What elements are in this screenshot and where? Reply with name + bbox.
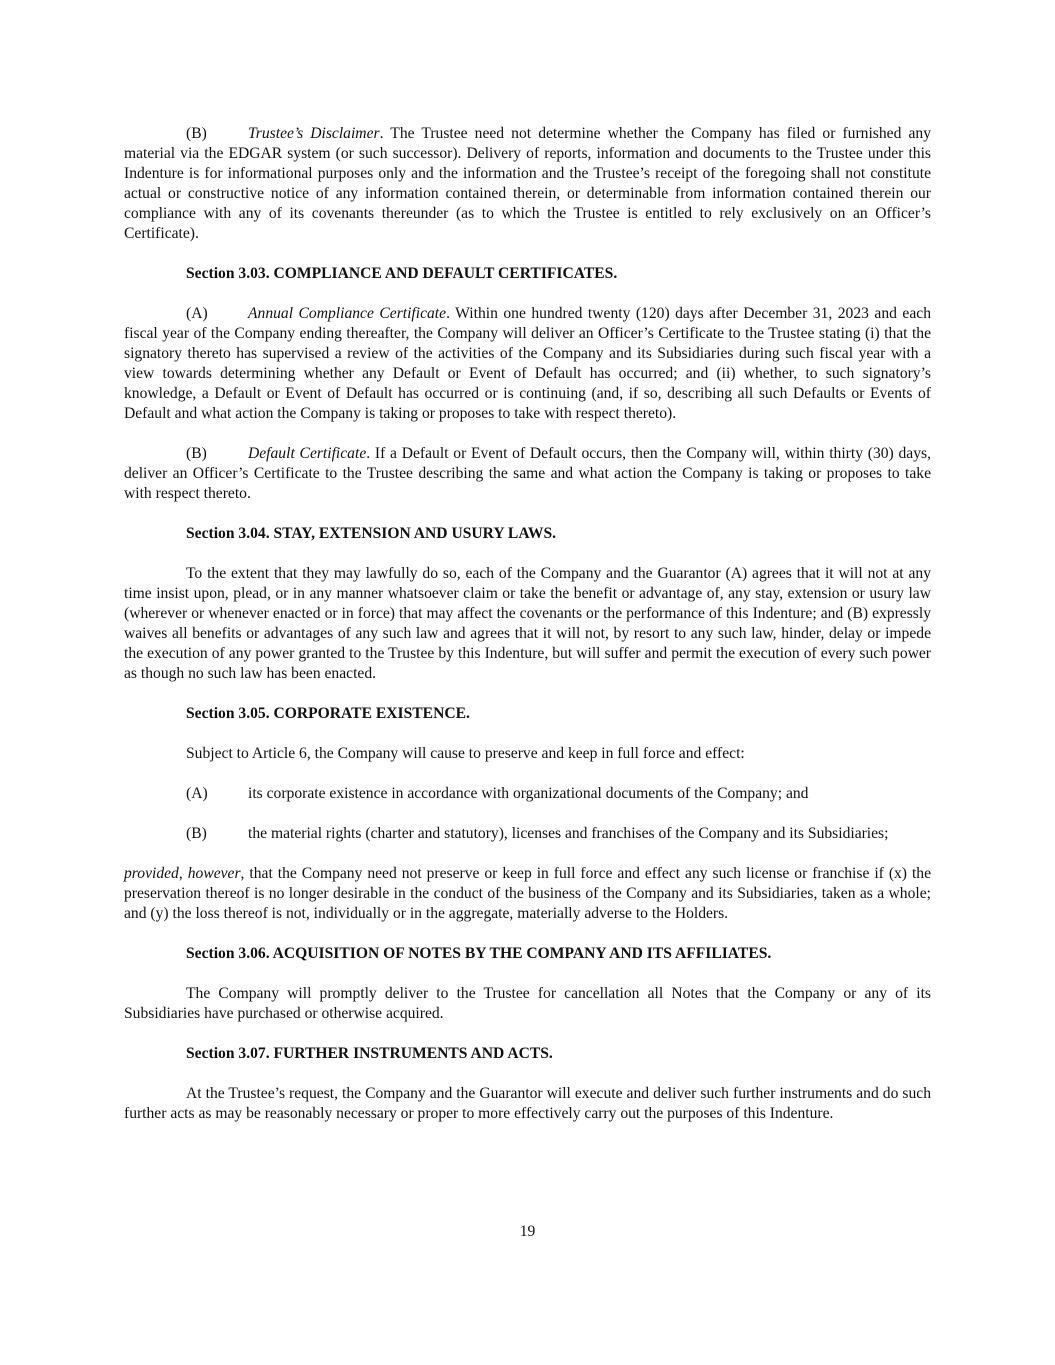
section-heading-3-04: Section 3.04. STAY, EXTENSION AND USURY LAWS. [186,525,557,542]
paragraph-3-05-proviso [124,864,931,924]
paragraph-3-03-a [124,304,931,424]
clause-text: . The Trustee need not determine whether the Company has filed or furnished any material via the EDGAR system (or such successor). Delivery of reports, information and documents to the Trustee under this Indenture is for informational purposes only and the information and the Trustee’s receipt of the foregoing shall not constitute actual or constructive notice of any information contained therein, or determinable from information contained therein our compliance with any of its covenants thereunder (as to which the Trustee is entitled to rely exclusively on an Officer’s Certificate). [124,125,931,242]
section-heading-3-06: Section 3.06. ACQUISITION OF NOTES BY THE COMPANY AND ITS AFFILIATES. [186,945,772,962]
section-heading-3-03: Section 3.03. COMPLIANCE AND DEFAULT CERTIFICATES. [186,265,618,282]
proviso-separator: , [178,865,188,882]
clause-label: (A) [186,305,208,322]
paragraph-3-02-b [124,124,931,244]
paragraph-3-03-b [124,444,931,504]
paragraph-3-05-b [124,824,931,844]
proviso-text: , that the Company need not preserve or keep in full force and effect any such license or franchise if (x) the preservation thereof is no longer desirable in the conduct of the business of the Company and its Subsidiaries, taken as a whole; and (y) the loss thereof is not, individually or in the aggregate, materially adverse to the Holders. [124,865,932,922]
clause-text: . Within one hundred twenty (120) days after December 31, 2023 and each fiscal year of the Company ending thereafter, the Company will deliver an Officer’s Certificate to the Trustee stating (i) that the signatory thereto has supervised a review of the activities of the Company and its Subsidiaries during such fiscal year with a view towards determining whether any Default or Event of Default has occurred; and (ii) whether, to such signatory’s knowledge, a Default or Event of Default has occurred or is continuing (and, if so, describing all such Defaults or Events of Default and what action the Company is taking or proposes to take with respect thereto). [124,305,931,422]
section-heading-3-05: Section 3.05. CORPORATE EXISTENCE. [186,705,470,722]
page-number: 19 [519,1223,536,1240]
paragraph-3-07: At the Trustee’s request, the Company and the Guarantor will execute and deliver such further instruments and do such further acts as may be reasonably necessary or proper to more effectively carry out the purposes of this Indenture. [124,1085,931,1122]
clause-title: Trustee’s Disclaimer [248,125,380,142]
clause-title: Default Certificate [248,445,367,462]
clause-text: its corporate existence in accordance with organizational documents of the Company; and [248,785,809,802]
clause-label: (B) [186,825,207,842]
clause-label: (B) [186,125,207,142]
clause-title: Annual Compliance Certificate [248,305,447,322]
section-heading-3-07: Section 3.07. FURTHER INSTRUMENTS AND ACTS. [186,1045,553,1062]
paragraph-3-04: To the extent that they may lawfully do so, each of the Company and the Guarantor (A) agrees that it will not at any time insist upon, plead, or in any manner whatsoever claim or take the benefit or advantage of, any stay, extension or usury law (wherever or whenever enacted or in force) that may affect the covenants or the performance of this Indenture; and (B) expressly waives all benefits or advantages of any such law and agrees that it will not, by resort to any such law, hinder, delay or impede the execution of any power granted to the Trustee by this Indenture, but will suffer and permit the execution of every such power as though no such law has been enacted. [124,565,931,682]
document-page [124,124,931,1124]
clause-text: . If a Default or Event of Default occurs, then the Company will, within thirty (30) days, deliver an Officer’s Certificate to the Trustee describing the same and what action the Company is taking or proposes to take with respect thereto. [124,445,931,502]
clause-label: (A) [186,785,208,802]
proviso-provided: provided [124,865,179,882]
clause-text: the material rights (charter and statutory), licenses and franchises of the Company and its Subsidiaries; [248,825,889,842]
clause-label: (B) [186,445,207,462]
paragraph-3-05-intro: Subject to Article 6, the Company will cause to preserve and keep in full force and effect: [186,745,745,762]
proviso-however: however [187,865,241,882]
paragraph-3-05-a [124,784,931,804]
paragraph-3-06: The Company will promptly deliver to the Trustee for cancellation all Notes that the Company or any of its Subsidiaries have purchased or otherwise acquired. [124,985,931,1022]
